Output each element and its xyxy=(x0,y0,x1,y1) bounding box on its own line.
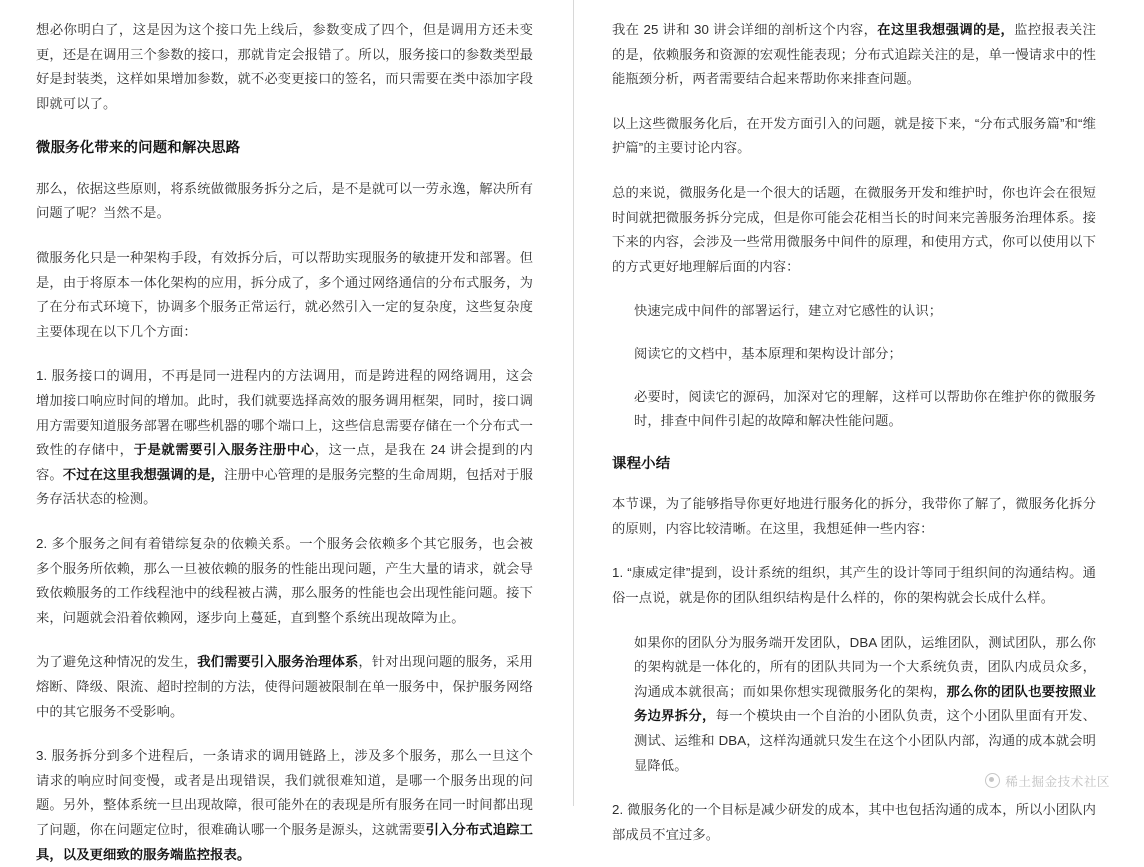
watermark xyxy=(985,771,1110,790)
juejin-logo-icon xyxy=(985,773,1000,788)
paragraph-monitoring-bold: 在这里我想强调的是， xyxy=(877,22,1015,37)
sub-paragraph-team-text-a: 如果你的团队分为服务端开发团队，DBA 团队，运维团队，测试团队，那么你的架构就是一体化的，所有的团队共同为一个大系统负责，团队内成员众多，沟通成本就很高；而如果你想实现微服务化的架构， xyxy=(634,634,1096,699)
bullet-item-read-docs: 阅读它的文档中，基本原理和架构设计部分； xyxy=(634,345,902,361)
section-heading-microservice-problems: 微服务化带来的问题和解决思路 xyxy=(36,140,241,157)
list-item-3-text-a: 3. 服务拆分到多个进程后，一条请求的调用链路上，涉及多个服务，那么一旦这个请求的响应时间变慢，或者是出现错误，我们就很难知道，是哪一个服务出现的问题。另外，整体系统一旦出现故障，很可能外在的表现是所有服务在同一时间都出现了问题，你在问题定位时，很难确认哪一个服务是源头，这就需要 xyxy=(36,748,533,837)
list-item-2-dependencies: 2. 多个服务之间有着错综复杂的依赖关系。一个服务会依赖多个其它服务，也会被多个服务所依赖，那么一旦被依赖的服务的性能出现问题，产生大量的请求，就会导致依赖服务的工作线程池中的线程被占满，那么服务的性能也会出现性能问题。接下来，问题就会沿着依赖网，逐步向上蔓延，直到整个系统出现故障为止。 xyxy=(36,535,533,625)
sub-paragraph-team-structure xyxy=(634,631,1096,779)
list-item-1-text-c: 注册中心管理的是服务完整的生命周期，包括对于服务存活状态的检测。 xyxy=(36,466,533,507)
sub-paragraph-team-bold: 那么你的团队也要按照业务边界拆分， xyxy=(634,683,1096,724)
left-text-column xyxy=(0,0,573,862)
list-item-2-reduce-cost: 2. 微服务化的一个目标是减少研发的成本，其中也包括沟通的成本，所以小团队内部成员不宜过多。 xyxy=(612,802,1096,842)
list-item-3-bold-tracing: 引入分布式追踪工具，以及更细致的服务端监控报表。 xyxy=(36,821,533,862)
paragraph-interface-params: 想必你明白了，这是因为这个接口先上线后，参数变成了四个，但是调用方还未变更，还是在调用三个参数的接口，那就肯定会报错了。所以，服务接口的参数类型最好是封装类，这样如果增加参数，就不必变更接口的签名，而只需要在类中添加字段即就可以了。 xyxy=(36,22,533,111)
list-item-1-bold-registry: 于是就需要引入服务注册中心 xyxy=(133,442,315,458)
paragraph-not-once-and-for-all: 那么，依据这些原则，将系统做微服务拆分之后，是不是就可以一劳永逸，解决所有问题了呢？当然不是。 xyxy=(36,180,533,221)
paragraph-service-governance-bold: 我们需要引入服务治理体系 xyxy=(197,654,359,670)
watermark-label: 稀土掘金技术社区 xyxy=(1005,775,1110,789)
paragraph-summary-intro: 本节课，为了能够指导你更好地进行服务化的拆分，我带你了解了，微服务化拆分的原则，内容比较清晰。在这里，我想延伸一些内容： xyxy=(612,496,1096,536)
paragraph-monitoring-text-b: 监控报表关注的是，依赖服务和资源的宏观性能表现；分布式追踪关注的是，单一慢请求中的性能瓶颈分析，两者需要结合起来帮助你来排查问题。 xyxy=(612,22,1096,87)
section-heading-course-summary: 课程小结 xyxy=(612,455,671,472)
paragraph-microservice-is-means: 微服务化只是一种架构手段，有效拆分后，可以帮助实现服务的敏捷开发和部署。但是，由于将原本一体化架构的应用，拆分成了，多个通过网络通信的分布式服务，为了在分布式环境下，协调多个服务正常运行，就必然引入一定的复杂度，这些复杂度主要体现在以下几个方面： xyxy=(36,250,533,339)
list-item-1-interface-call xyxy=(36,364,533,512)
right-text-column xyxy=(573,0,1144,842)
bullet-item-deploy-middleware: 快速完成中间件的部署运行，建立对它感性的认识； xyxy=(634,303,943,319)
paragraph-next-chapters: 以上这些微服务化后，在开发方面引入的问题，就是接下来，“分布式服务篇”和“维护篇”的主要讨论内容。 xyxy=(612,115,1096,156)
paragraph-monitoring-text-a: 我在 25 讲和 30 讲会详细的剖析这个内容， xyxy=(612,22,878,37)
paragraph-service-governance-text-a: 为了避免这种情况的发生， xyxy=(36,654,198,670)
list-item-1-bold-emphasis: 不过在这里我想强调的是， xyxy=(62,466,225,482)
list-item-1-text-a: 1. 服务接口的调用，不再是同一进程内的方法调用，而是跨进程的网络调用，这会增加接口响应时间的增加。此时，我们就要选择高效的服务调用框架，同时，接口调用方需要知道服务部署在哪些机器的哪个端口上，这些信息需要存储在一个分布式一致性的存储中， xyxy=(36,368,533,458)
paragraph-monitoring-vs-tracing xyxy=(612,18,1096,92)
list-item-1-conway-law: 1. “康威定律”提到，设计系统的组织，其产生的设计等同于组织间的沟通结构。通俗一点说，就是你的团队组织结构是什么样的，你的架构就会长成什么样。 xyxy=(612,565,1096,605)
sub-paragraph-team-text-b: 每一个模块由一个自治的小团队负责，这个小团队里面有开发、测试、运维和 DBA，这样沟通就只发生在这个小团队内部，沟通的成本就会明显降低。 xyxy=(634,708,1096,773)
paragraph-service-governance-text-b: ，针对出现问题的服务，采用熔断、降级、限流、超时控制的方法，使得问题被限制在单一服务中，保护服务网络中的其它服务不受影响。 xyxy=(36,654,533,719)
list-item-1-text-b: ，这一点，是我在 24 讲会提到的内容。 xyxy=(36,442,533,482)
paragraph-microservice-big-topic: 总的来说，微服务化是一个很大的话题，在微服务开发和维护时，你也许会在很短时间就把微服务拆分完成，但是你可能会花相当长的时间来完善服务治理体系。接下来的内容，会涉及一些常用微服务中间件的原理，和使用方式，你可以使用以下的方式更好地理解后面的内容： xyxy=(612,184,1096,274)
bullet-item-read-source: 必要时，阅读它的源码，加深对它的理解，这样可以帮助你在维护你的微服务时，排查中间件引起的故障和解决性能问题。 xyxy=(634,388,1096,429)
paragraph-service-governance xyxy=(36,650,533,724)
